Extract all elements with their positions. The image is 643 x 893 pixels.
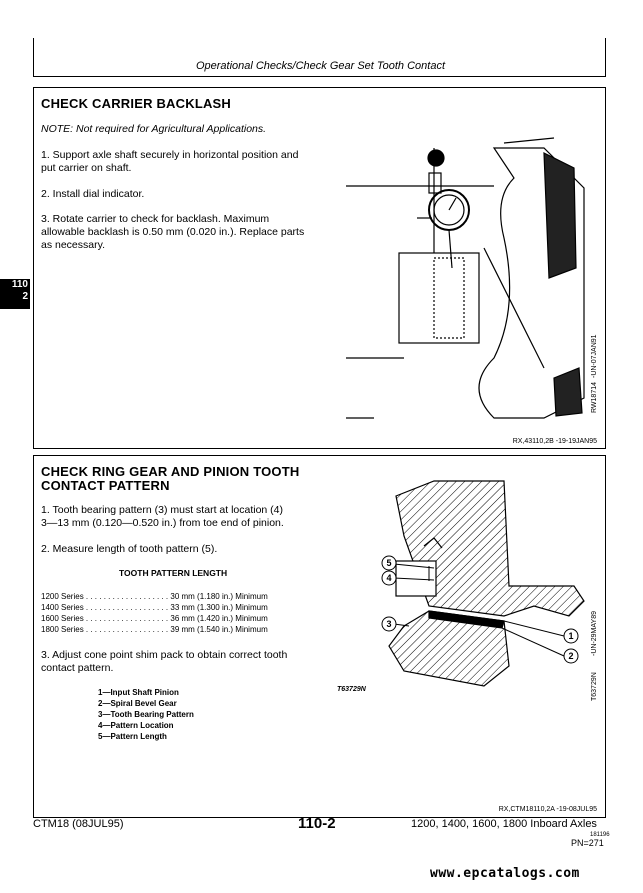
section1-note: NOTE: Not required for Agricultural Applications.: [41, 123, 267, 135]
section1-step3-l2: allowable backlash is 0.50 mm (0.020 in.). Replace parts: [41, 226, 305, 238]
footer-title: 1200, 1400, 1600, 1800 Inboard Axles: [411, 818, 597, 830]
section1-title: CHECK CARRIER BACKLASH: [41, 96, 232, 111]
callout-3: 3: [386, 619, 392, 629]
section2-step3-l2: contact pattern.: [41, 662, 114, 674]
pattern-table-row: 1800 Series . . . . . . . . . . . . . . . . . . . 39 mm (1.540 in.) Minimum: [41, 625, 268, 634]
footer-pn: PN=271: [571, 838, 604, 848]
section2-step1-l2: 3—13 mm (0.120—0.520 in.) from toe end of pinion.: [41, 517, 284, 529]
page-header: [33, 38, 606, 77]
pattern-table-row: 1600 Series . . . . . . . . . . . . . . . . . . . 36 mm (1.420 in.) Minimum: [41, 614, 268, 623]
footer-manual-code: CTM18 (08JUL95): [33, 818, 124, 830]
section2-step1-l1: 1. Tooth bearing pattern (3) must start at location (4): [41, 504, 284, 516]
tab-line2: 2: [22, 291, 28, 302]
section1-step3-l3: as necessary.: [41, 239, 105, 251]
section-contact-pattern: [33, 455, 606, 818]
section2-step3-l1: 3. Adjust cone point shim pack to obtain correct tooth: [41, 649, 288, 661]
legend-item: 3—Tooth Bearing Pattern: [98, 710, 194, 719]
section2-ref: RX,CTM18110,2A -19-08JUL95: [498, 806, 597, 813]
section1-step1-l2: put carrier on shaft.: [41, 162, 132, 174]
tab-line1: 110: [11, 279, 28, 290]
legend-item: 5—Pattern Length: [98, 732, 167, 741]
section1-step2: 2. Install dial indicator.: [41, 188, 145, 200]
section2-image-id: -UN-29MAY89: [591, 611, 598, 656]
section1-step1-l1: 1. Support axle shaft securely in horizontal position and: [41, 149, 299, 161]
section2-title-l1: CHECK RING GEAR AND PINION TOOTH: [41, 464, 300, 479]
section-carrier-backlash: [33, 87, 606, 449]
gear-tooth-illustration: [334, 476, 589, 691]
footer-page-number: 110-2: [298, 815, 336, 832]
drawing-label: T63729N: [337, 686, 366, 693]
section1-image-id: -UN-07JAN91: [591, 334, 598, 378]
section1-ref: RX,43110,2B -19-19JAN95: [512, 438, 597, 445]
section2-step2: 2. Measure length of tooth pattern (5).: [41, 543, 218, 555]
section2-title-l2: CONTACT PATTERN: [41, 478, 170, 493]
legend-item: 1—Input Shaft Pinion: [98, 688, 179, 697]
header-title: Operational Checks/Check Gear Set Tooth Contact: [195, 60, 445, 72]
dial-indicator-illustration: [344, 128, 589, 428]
callout-2: 2: [568, 651, 574, 661]
legend-item: 2—Spiral Bevel Gear: [98, 699, 177, 708]
footer-small-code: 181196: [590, 832, 610, 838]
legend-list: [98, 687, 194, 742]
callout-5: 5: [386, 558, 392, 568]
callout-1: 1: [568, 631, 574, 641]
pattern-table-row: 1400 Series . . . . . . . . . . . . . . . . . . . 33 mm (1.300 in.) Minimum: [41, 603, 268, 612]
callout-4: 4: [386, 573, 392, 583]
pattern-table-title: TOOTH PATTERN LENGTH: [119, 568, 228, 578]
section2-image-code: T63729N: [591, 672, 598, 701]
legend-item: 4—Pattern Location: [98, 721, 174, 730]
section-tab: [0, 279, 30, 309]
section1-image-code: RW18714: [591, 381, 598, 413]
section1-step3-l1: 3. Rotate carrier to check for backlash. Maximum: [41, 213, 270, 225]
pattern-table-row: 1200 Series . . . . . . . . . . . . . . . . . . . 30 mm (1.180 in.) Minimum: [41, 592, 268, 601]
watermark-url: www.epcatalogs.com: [430, 866, 580, 881]
